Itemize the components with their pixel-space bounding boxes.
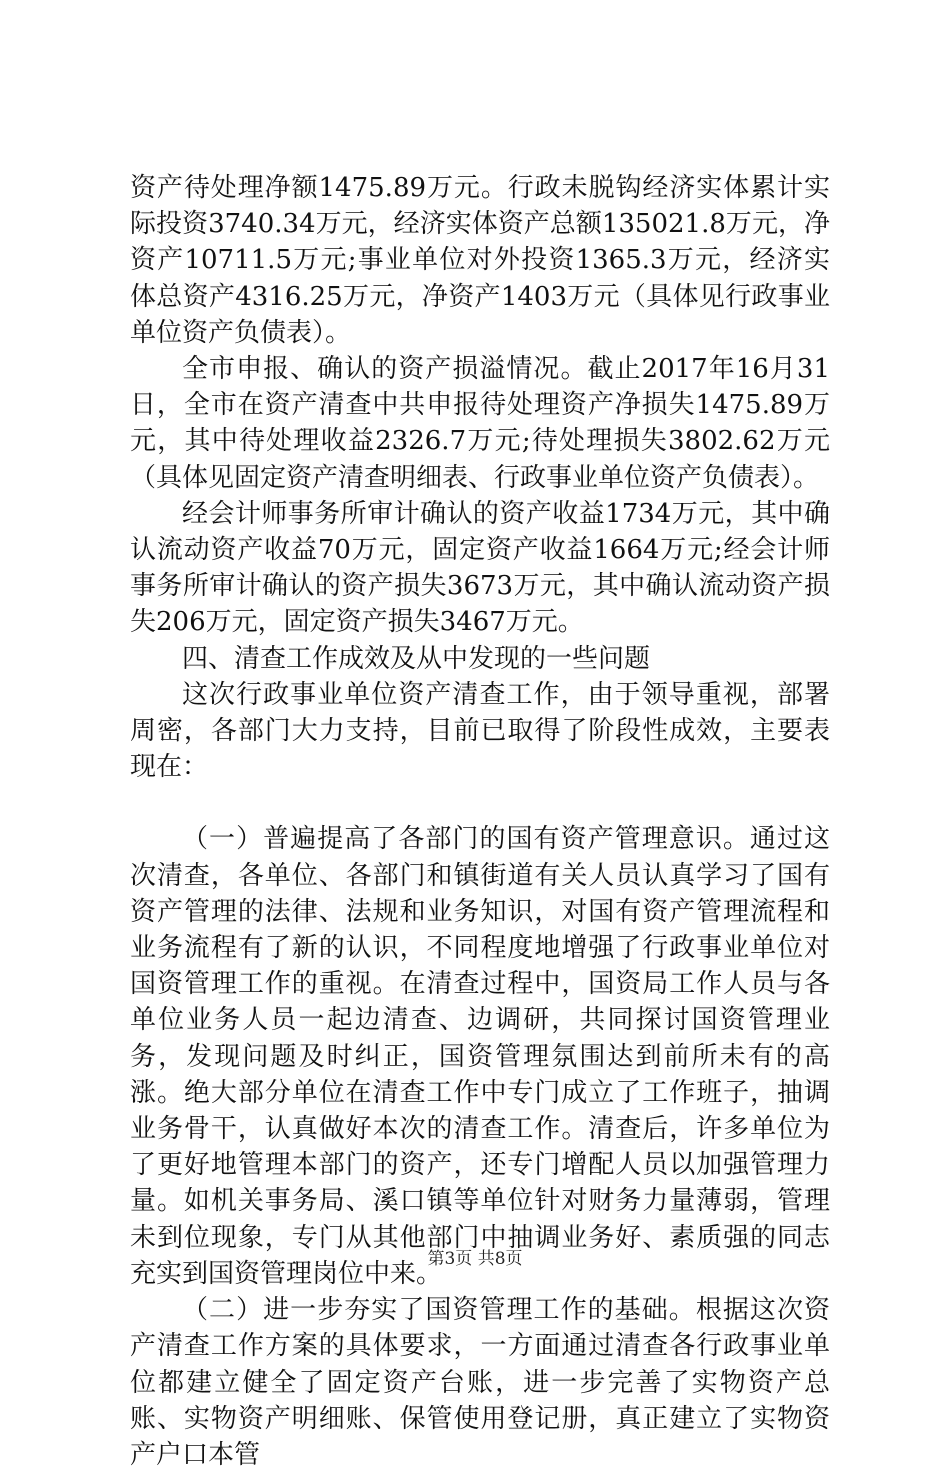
paragraph-point-one: （一）普遍提高了各部门的国有资产管理意识。通过这次清查，各单位、各部门和镇街道有关人员认真学习了国有资产管理的法律、法规和业务知识，对国有资产管理流程和业务流程有了新的认识，不同程度地增强了行政事业单位对国资管理工作的重视。在清查过程中，国资局工作人员与各单位业务人员一起边清查、边调研，共同探讨国资管理业务，发现问题及时纠正，国资管理氛围达到前所未有的高涨。绝大部分单位在清查工作中专门成立了工作班子，抽调业务骨干，认真做好本次的清查工作。清查后，许多单位为了更好地管理本部门的资产，还专门增配人员以加强管理力量。如机关事务局、溪口镇等单位针对财务力量薄弱，管理未到位现象，专门从其他部门中抽调业务好、素质强的同志充实到国资管理岗位中来。	[130, 824, 830, 1289]
document-body	[130, 170, 830, 1473]
paragraph-net-assets: 资产待处理净额1475.89万元。行政未脱钩经济实体累计实际投资3740.34万元，经济实体资产总额135021.8万元，净资产10711.5万元;事业单位对外投资1365.3万元，经济实体总资产4316.25万元，净资产1403万元（具体见行政事业单位资产负债表）。	[130, 173, 830, 348]
section-heading-results: 四、清查工作成效及从中发现的一些问题	[182, 643, 651, 674]
paragraph-asset-gains-losses: 全市申报、确认的资产损溢情况。截止2017年16月31日，全市在资产清查中共申报待处理资产净损失1475.89万元，其中待处理收益2326.7万元;待处理损失3802.62万元（具体见固定资产清查明细表、行政事业单位资产负债表）。	[130, 354, 830, 493]
page-number-footer: 第3页 共8页	[427, 1249, 523, 1269]
paragraph-point-two: （二）进一步夯实了国资管理工作的基础。根据这次资产清查工作方案的具体要求，一方面通过清查各行政事业单位都建立健全了固定资产台账，进一步完善了实物资产总账、实物资产明细账、保管使用登记册，真正建立了实物资产户口本管	[130, 1295, 830, 1470]
paragraph-results-intro: 这次行政事业单位资产清查工作，由于领导重视，部署周密，各部门大力支持，目前已取得了阶段性成效，主要表现在：	[130, 679, 830, 783]
paragraph-audit-confirmation: 经会计师事务所审计确认的资产收益1734万元，其中确认流动资产收益70万元，固定资产收益1664万元;经会计师事务所审计确认的资产损失3673万元，其中确认流动资产损失206万元，固定资产损失3467万元。	[130, 498, 830, 638]
